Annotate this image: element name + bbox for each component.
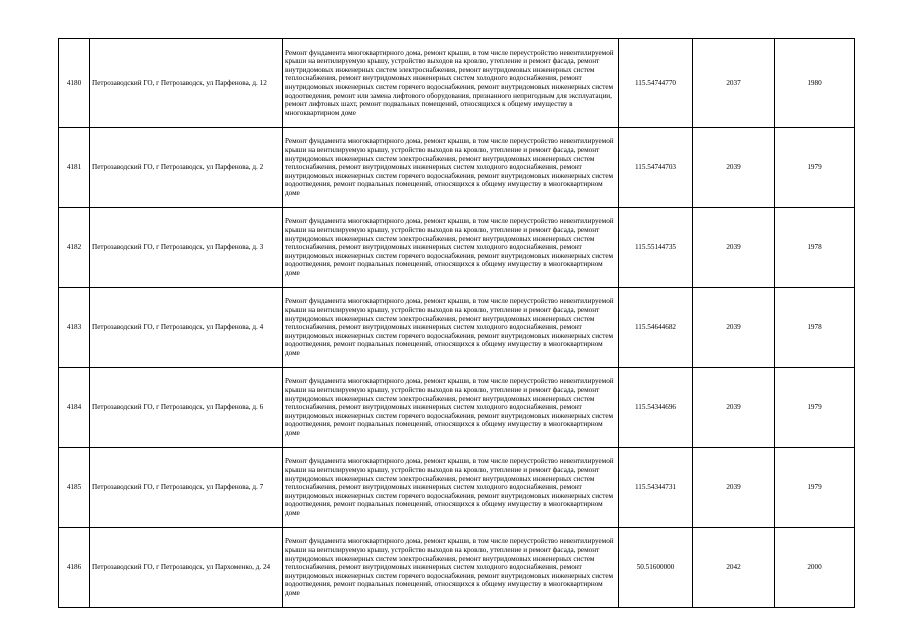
table-row (59, 208, 855, 288)
build-year-cell: 1978 (775, 288, 855, 368)
planned-year-cell: 2039 (693, 368, 775, 448)
planned-year-cell: 2039 (693, 128, 775, 208)
table-row (59, 128, 855, 208)
row-number: 4181 (59, 128, 90, 208)
table-row (59, 368, 855, 448)
build-year-cell: 1980 (775, 39, 855, 128)
row-number: 4183 (59, 288, 90, 368)
row-number: 4186 (59, 528, 90, 608)
repair-register-table (58, 38, 855, 608)
row-number: 4182 (59, 208, 90, 288)
area-cell: 115.54344696 (619, 368, 693, 448)
address-cell: Петрозаводский ГО, г Петрозаводск, ул Пархоменко, д. 24 (90, 528, 283, 608)
area-cell: 115.55144735 (619, 208, 693, 288)
area-cell: 50.51600000 (619, 528, 693, 608)
works-cell: Ремонт фундамента многоквартирного дома, ремонт крыши, в том числе переустройство невентилируемой крыши на вентилируемую крышу, устройство выходов на кровлю, утепление и ремонт фасада, ремонт внутридомовых инженерных систем электроснабжения, ремонт внутридомовых инженерных систем теплоснабжения, ремонт внутридомовых инженерных систем холодного водоснабжения, ремонт внутридомовых инженерных систем горячего водоснабжения, ремонт внутридомовых инженерных систем водоотведения, ремонт подвальных помещений, относящихся к общему имуществу в многоквартирном доме (283, 288, 619, 368)
build-year-cell: 1978 (775, 208, 855, 288)
address-cell: Петрозаводский ГО, г Петрозаводск, ул Парфенова, д. 12 (90, 39, 283, 128)
works-cell: Ремонт фундамента многоквартирного дома, ремонт крыши, в том числе переустройство невентилируемой крыши на вентилируемую крышу, устройство выходов на кровлю, утепление и ремонт фасада, ремонт внутридомовых инженерных систем электроснабжения, ремонт внутридомовых инженерных систем теплоснабжения, ремонт внутридомовых инженерных систем холодного водоснабжения, ремонт внутридомовых инженерных систем горячего водоснабжения, ремонт внутридомовых инженерных систем водоотведения, ремонт подвальных помещений, относящихся к общему имуществу в многоквартирном доме (283, 528, 619, 608)
planned-year-cell: 2039 (693, 208, 775, 288)
table-row (59, 288, 855, 368)
works-cell: Ремонт фундамента многоквартирного дома, ремонт крыши, в том числе переустройство невентилируемой крыши на вентилируемую крышу, устройство выходов на кровлю, утепление и ремонт фасада, ремонт внутридомовых инженерных систем электроснабжения, ремонт внутридомовых инженерных систем теплоснабжения, ремонт внутридомовых инженерных систем холодного водоснабжения, ремонт внутридомовых инженерных систем горячего водоснабжения, ремонт внутридомовых инженерных систем водоотведения, ремонт подвальных помещений, относящихся к общему имуществу в многоквартирном доме (283, 368, 619, 448)
build-year-cell: 2000 (775, 528, 855, 608)
build-year-cell: 1979 (775, 368, 855, 448)
row-number: 4180 (59, 39, 90, 128)
address-cell: Петрозаводский ГО, г Петрозаводск, ул Парфенова, д. 2 (90, 128, 283, 208)
works-cell: Ремонт фундамента многоквартирного дома, ремонт крыши, в том числе переустройство невентилируемой крыши на вентилируемую крышу, устройство выходов на кровлю, утепление и ремонт фасада, ремонт внутридомовых инженерных систем электроснабжения, ремонт внутридомовых инженерных систем теплоснабжения, ремонт внутридомовых инженерных систем холодного водоснабжения, ремонт внутридомовых инженерных систем горячего водоснабжения, ремонт внутридомовых инженерных систем водоотведения, ремонт или замена лифтового оборудования, признанного непригодным для эксплуатации, ремонт лифтовых шахт, ремонт подвальных помещений, относящихся к общему имуществу в многоквартирном доме (283, 39, 619, 128)
planned-year-cell: 2039 (693, 448, 775, 528)
address-cell: Петрозаводский ГО, г Петрозаводск, ул Парфенова, д. 4 (90, 288, 283, 368)
build-year-cell: 1979 (775, 448, 855, 528)
area-cell: 115.54744703 (619, 128, 693, 208)
table-row (59, 39, 855, 128)
planned-year-cell: 2042 (693, 528, 775, 608)
works-cell: Ремонт фундамента многоквартирного дома, ремонт крыши, в том числе переустройство невентилируемой крыши на вентилируемую крышу, устройство выходов на кровлю, утепление и ремонт фасада, ремонт внутридомовых инженерных систем электроснабжения, ремонт внутридомовых инженерных систем теплоснабжения, ремонт внутридомовых инженерных систем холодного водоснабжения, ремонт внутридомовых инженерных систем горячего водоснабжения, ремонт внутридомовых инженерных систем водоотведения, ремонт подвальных помещений, относящихся к общему имуществу в многоквартирном доме (283, 208, 619, 288)
area-cell: 115.54744770 (619, 39, 693, 128)
row-number: 4184 (59, 368, 90, 448)
address-cell: Петрозаводский ГО, г Петрозаводск, ул Парфенова, д. 6 (90, 368, 283, 448)
address-cell: Петрозаводский ГО, г Петрозаводск, ул Парфенова, д. 7 (90, 448, 283, 528)
build-year-cell: 1979 (775, 128, 855, 208)
row-number: 4185 (59, 448, 90, 528)
works-cell: Ремонт фундамента многоквартирного дома, ремонт крыши, в том числе переустройство невентилируемой крыши на вентилируемую крышу, устройство выходов на кровлю, утепление и ремонт фасада, ремонт внутридомовых инженерных систем электроснабжения, ремонт внутридомовых инженерных систем теплоснабжения, ремонт внутридомовых инженерных систем холодного водоснабжения, ремонт внутридомовых инженерных систем горячего водоснабжения, ремонт внутридомовых инженерных систем водоотведения, ремонт подвальных помещений, относящихся к общему имуществу в многоквартирном доме (283, 128, 619, 208)
area-cell: 115.54344731 (619, 448, 693, 528)
table-row (59, 448, 855, 528)
address-cell: Петрозаводский ГО, г Петрозаводск, ул Парфенова, д. 3 (90, 208, 283, 288)
works-cell: Ремонт фундамента многоквартирного дома, ремонт крыши, в том числе переустройство невентилируемой крыши на вентилируемую крышу, устройство выходов на кровлю, утепление и ремонт фасада, ремонт внутридомовых инженерных систем электроснабжения, ремонт внутридомовых инженерных систем теплоснабжения, ремонт внутридомовых инженерных систем холодного водоснабжения, ремонт внутридомовых инженерных систем горячего водоснабжения, ремонт внутридомовых инженерных систем водоотведения, ремонт подвальных помещений, относящихся к общему имуществу в многоквартирном доме (283, 448, 619, 528)
table-row (59, 528, 855, 608)
planned-year-cell: 2039 (693, 288, 775, 368)
planned-year-cell: 2037 (693, 39, 775, 128)
area-cell: 115.54644682 (619, 288, 693, 368)
